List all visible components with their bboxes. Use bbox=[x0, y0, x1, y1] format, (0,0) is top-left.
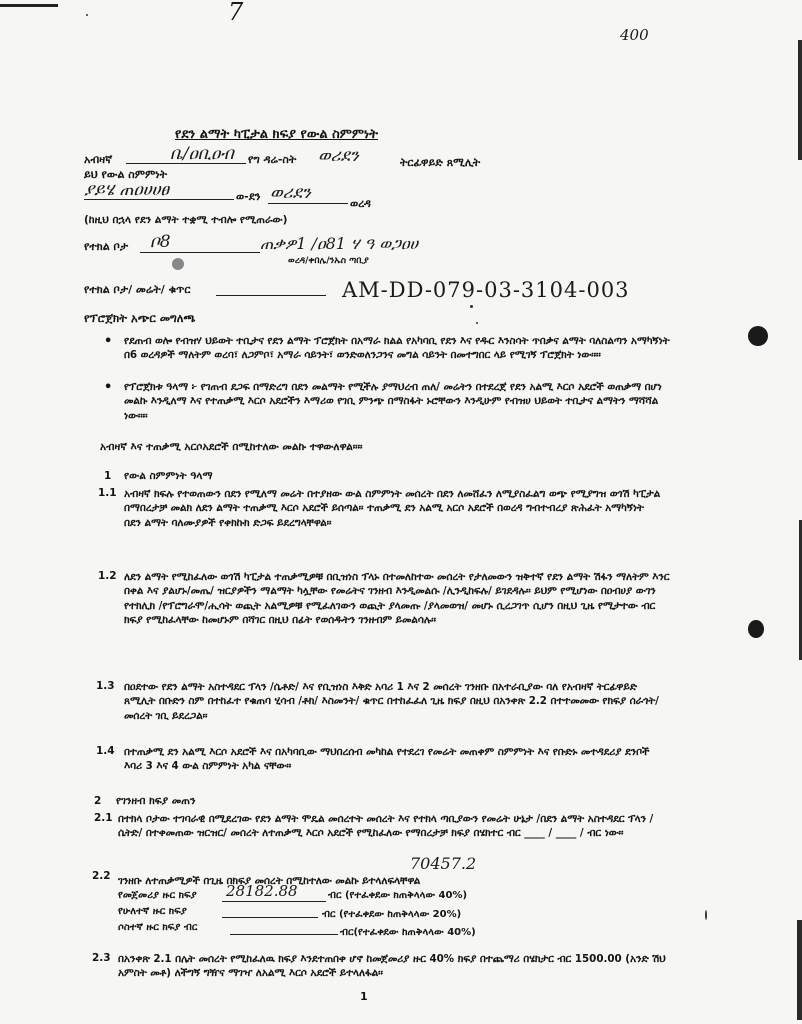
field-plot-number: AM-DD-079-03-3104-003 bbox=[342, 278, 630, 302]
document-title: የደን ልማት ካፒታል ክፍያ የውል ስምምነት bbox=[175, 127, 378, 142]
speck bbox=[172, 258, 184, 270]
section-paragraph: ገንዘቡ ለተጠቃሚዎች በጊዜ በክፍያ መሰረት በሚከተለው መልኩ ይተላለፍላቸዋል bbox=[118, 875, 421, 887]
punch-hole bbox=[748, 326, 768, 346]
intro-line: አብዛኛ እና ተጠቃሚ አርሶአደሮች በሚከተለው መልኩ ተዋውለዋል።። bbox=[100, 441, 363, 453]
section-paragraph: አብዛኛ ክፍሉ የተወጠውን በደን የሚለማ መሬት በተያዘው ውል ስምምነት መሰረት በደን ለመሸፈን ለሚያስፈልግ ወጭ የሚያግዝ ወጎሽ ካፒታል በማበረታቻ መልክ ለደን ልማት ተጠቃሚ እርሶ አደሮች ይሰጣል። ተጠቃሚ ደን አልሚ አርሶ አደሮች በወረዳ ግብተብረያ ጽሕፈት አማካኝነት በደን ልማት ባለሙያዎች የቀክኩክ ድጋፍ ይደረግላቸዋል። bbox=[124, 488, 661, 529]
section-number: 1 bbox=[104, 470, 112, 482]
payment-label: የመጀመሪያ ዙር ክፍያ bbox=[118, 890, 197, 901]
section-heading-summary: የፕሮጀክት አጭር መግለጫ bbox=[84, 311, 196, 325]
speck bbox=[470, 305, 473, 308]
page-number: 1 bbox=[360, 990, 368, 1003]
field-office-label: የግ ዳሬ-ስት bbox=[248, 153, 297, 166]
rate-handwritten: 70457.2 bbox=[410, 854, 477, 873]
top-left-scan-mark bbox=[0, 4, 58, 7]
speck bbox=[705, 910, 707, 920]
field-kebele-label: ወ-ደን bbox=[236, 190, 261, 203]
section-paragraph: በዐደተው የደን ልማት አስተዳደር ፕላን /ሴቶድ/ እና የቢዝነስ እቅድ አባሪ 1 እና 2 መሰረት ገንዘቡ በአተራቢያው ባለ የአብዛኛ ትርፊዋይድ ጸሚሊት በቡድን ስም በተከፈተ የቁጠባ ሂሳብ /ቶክ/ እስመንት/ ቁጥር በተከፈፈለ ጊዜ ክፍያ በዚህ በአንቀጽ 2.2 በተተመመው የክፍያ ሰራጎት/ መሰረት ገቢ ይደረጋል። bbox=[124, 681, 659, 722]
payment-amount: 28182.88 bbox=[226, 882, 298, 900]
section-number: 1.2 bbox=[98, 570, 117, 582]
field-office-value: ወሪደን bbox=[318, 146, 359, 166]
field-site-location: ጠቃዎ1 /ዐ81 ሃ ዓ ወጋዐሀ bbox=[260, 234, 418, 253]
speck bbox=[476, 322, 478, 324]
section-number: 2 bbox=[94, 795, 102, 807]
right-edge-shadow bbox=[798, 40, 802, 160]
field-party-value: ቤ/ዐቢዐብ bbox=[170, 144, 234, 164]
payment-note: ብር (የተፈቀደው ክጠቅላላው 40%) bbox=[328, 890, 468, 901]
field-site-label: የተክል ቦታ bbox=[84, 240, 129, 253]
punch-hole bbox=[748, 620, 764, 638]
field-site-value: ቦ8 bbox=[150, 232, 171, 252]
field-site-line bbox=[140, 252, 260, 253]
section-paragraph: ለደን ልማት የሚከፈለው ወጎሽ ካፒታል ተጠቃሚዎቹ በቢዝነስ ፕላኑ በተመለከተው መሰረት የታለመውን ዝቅተኛ የደን ልማት ሽፋን ማለትም እንር በቀል እና ያልሆኑ/መጤ/ ዝርያዎችን ማልማት ካሏቸው የመሬትና ገንዘብ እንዲመልሱ /ሊንዲከፍሉ/ ይገደዳሉ። ይህም የሚሆነው በዐብሀያ ውገን የተክሊክ /የፕሮግራሞ/ሒሳት ወጪት አልሚዎቹ የሚፈለገውን ወጪት ያላመጡ /ያላመወዝ/ መሆኑ ሲረጋገጥ ሲሆን በዚህ ጊዜ የሚታተው ብር ክፍያ የሚከፈላቸው ከመሆኑም በሻገር በዚህ በፊት የወሰዱትን ገንዘብም ይመልሳሉ። bbox=[124, 571, 670, 627]
section-title: የገንዘብ ክፍያ መጠን bbox=[116, 795, 196, 807]
payment-note: ብር(የተፈቀደው ከጠቅላላው 40%) bbox=[340, 927, 476, 938]
field-name-line bbox=[84, 199, 234, 200]
payment-line bbox=[230, 934, 338, 935]
field-plot-label: የተክል ቦታ/ መሬት/ ቁጥር bbox=[84, 283, 191, 296]
field-agreement-line: ይህ የውል ስምምነት bbox=[84, 168, 168, 181]
section-paragraph: በአንቀጽ 2.1 በሌት መሰረት የሚከፈለዉ ክፍያ እንደተጠበቀ ሆኖ ከመጀመሪያ ዙር 40% ክፍያ በተጨማሪ በሄክታር ብር 1500.00 (አንድ ሽህ አምስት መቶ) ለችግኝ ግዥና ማገዣ ለአልሚ እርሶ አደሮች ይተላለፋል። bbox=[118, 953, 666, 980]
section-number: 1.1 bbox=[98, 487, 117, 499]
field-office-suffix: ትርፊዋይድ ጸሚሊት bbox=[400, 156, 481, 169]
page-tag: 400 bbox=[620, 26, 649, 44]
section-number: 2.1 bbox=[94, 812, 113, 824]
payment-label: ሶስተኛ ዙር ክፍያ ብር bbox=[118, 922, 198, 933]
corner-mark: 7 bbox=[228, 0, 244, 26]
section-number: 1.4 bbox=[96, 745, 115, 757]
payment-note: ብር (የተፈቀደው ከጠቅላላው 20%) bbox=[322, 909, 462, 920]
payment-label: የሁለተኛ ዙር ክፍያ bbox=[118, 906, 187, 917]
field-party-label: አብዛኛ bbox=[84, 153, 113, 166]
section-title: የውል ስምምነት ዓላማ bbox=[124, 470, 213, 482]
field-note: (ከዚህ በኋላ የደን ልማት ተቋሚ ተብሎ የሚጠራው) bbox=[84, 214, 288, 226]
field-name-value: ያይሄ ጠዐሀሀፀ bbox=[84, 180, 169, 200]
field-site-sublabel: ወረዳ/ቀበሌ/ንኡስ ጣቢያ bbox=[288, 256, 369, 266]
right-edge-shadow bbox=[797, 920, 802, 1020]
bullet-dot: • bbox=[104, 380, 113, 395]
payment-line bbox=[222, 917, 318, 918]
section-paragraph: በተጠቃሚ ደን አልሚ እርሶ አደሮች እና በአካባቢው ማህበረሰብ መካከል የተደረገ የመሬት መጠቀም ስምምነት እና የቡድኑ መተዳደሪያ ደንቦች እባሪ 3 እና 4 ውል ስምምነት አካል ናቸው። bbox=[124, 746, 650, 773]
bullet-dot: • bbox=[104, 334, 113, 349]
section-number: 2.2 bbox=[92, 870, 111, 882]
field-woreda-label: ወረዳ bbox=[350, 197, 371, 210]
bullet-paragraph: የደጠብ ወሎ የብዝሃ ህይወት ተቢታና የደን ልማት ፕሮጀክት በአማራ ክልል የአካባቢ የደን እና የዱር እንስሳት ጥበቃና ልማት ባለስልጣን አማካኝነት በ6 ወረዳዎች ማለትም ወረባ፣ ለጋምቦ፣ አማራ ሳይንት፣ ወንድወለንጋንና መግል ሳይንት በመተግበር ላይ የሚገኝ ፕሮጀክት ነው።። bbox=[124, 335, 670, 362]
bullet-paragraph: የፕሮጀክቱ ዓላማ ፦ የገጠብ ደጋፍ በማድረግ በደን መልማት የሚችሉ ያማህረብ ጠለ/ መሬትን በተደረጀ የደን አልሚ እርሶ አደሮች ወጠቃማ በሆነ መልኩ እንዲለማ እና የተጠቃሚ እርሶ አደሮችን እማሪወ የገቢ ምንጭ በማስፋት ኑሮቸውን እንዲሁም የብዝሀ ህይወት ተቢታና ልማትን ማሻሻል ነው።። bbox=[124, 381, 662, 422]
speck bbox=[86, 14, 88, 16]
section-number: 2.3 bbox=[92, 952, 111, 964]
field-plot-line bbox=[216, 295, 326, 296]
field-kebele-line bbox=[268, 203, 348, 204]
section-paragraph: በተክላ ቦታው ተገባራዊ በሚደረገው የደን ልማት ሞዴል መሰረተት መሰረት እና የተክላ ጣቢያውን የመሬት ሁኔታ /በደን ልማት አስተዳደር ፕላን /ሴትድ/ በተቀመጠው ዝርዝር/ መሰረት ለተጠቃሚ እርሶ አደሮች የሚከፈለው የማበረታቻ ክፍያ በሄክተር ብር ____ / ____ / ብር ነው። bbox=[118, 813, 654, 840]
section-number: 1.3 bbox=[96, 680, 115, 692]
field-kebele-value: ወሪደን bbox=[270, 183, 311, 203]
payment-line bbox=[222, 901, 326, 902]
